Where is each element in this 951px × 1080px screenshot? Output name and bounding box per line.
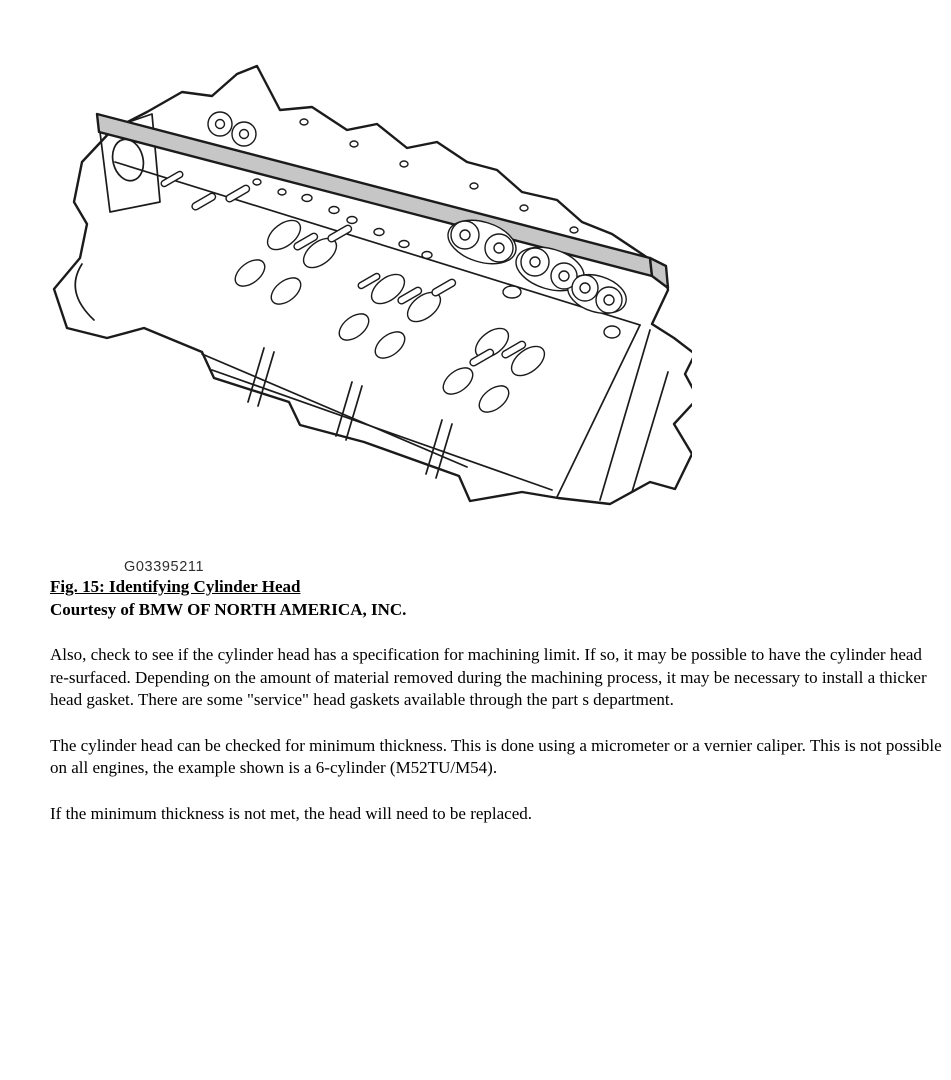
body-paragraph-2: The cylinder head can be checked for minimum thickness. This is done using a micrometer or a vernier caliper. This is not possible on all engines, the example shown is a 6-cylinder (M52TU/M54). [50,735,942,777]
figure-caption-credit: Courtesy of BMW OF NORTH AMERICA, INC. [50,600,407,619]
text-block [50,575,942,825]
body-paragraph-3: If the minimum thickness is not met, the head will need to be replaced. [50,803,533,823]
cylinder-head-drawing [52,52,692,522]
cylinder-head-figure [52,52,692,575]
figure-caption-title: Fig. 15: Identifying Cylinder Head [50,577,301,596]
body-paragraph-1: Also, check to see if the cylinder head has a specification for machining limit. If so, it may be possible to have the cylinder head re-surfaced. Depending on the amount of material removed during the machining process, it may be necessary to install a thicker head gasket. There are some "service" head gaskets available through the part s department. [50,645,927,709]
figure-image-id: G03395211 [124,559,205,575]
figure-caption [50,575,942,621]
body-copy [50,644,942,825]
